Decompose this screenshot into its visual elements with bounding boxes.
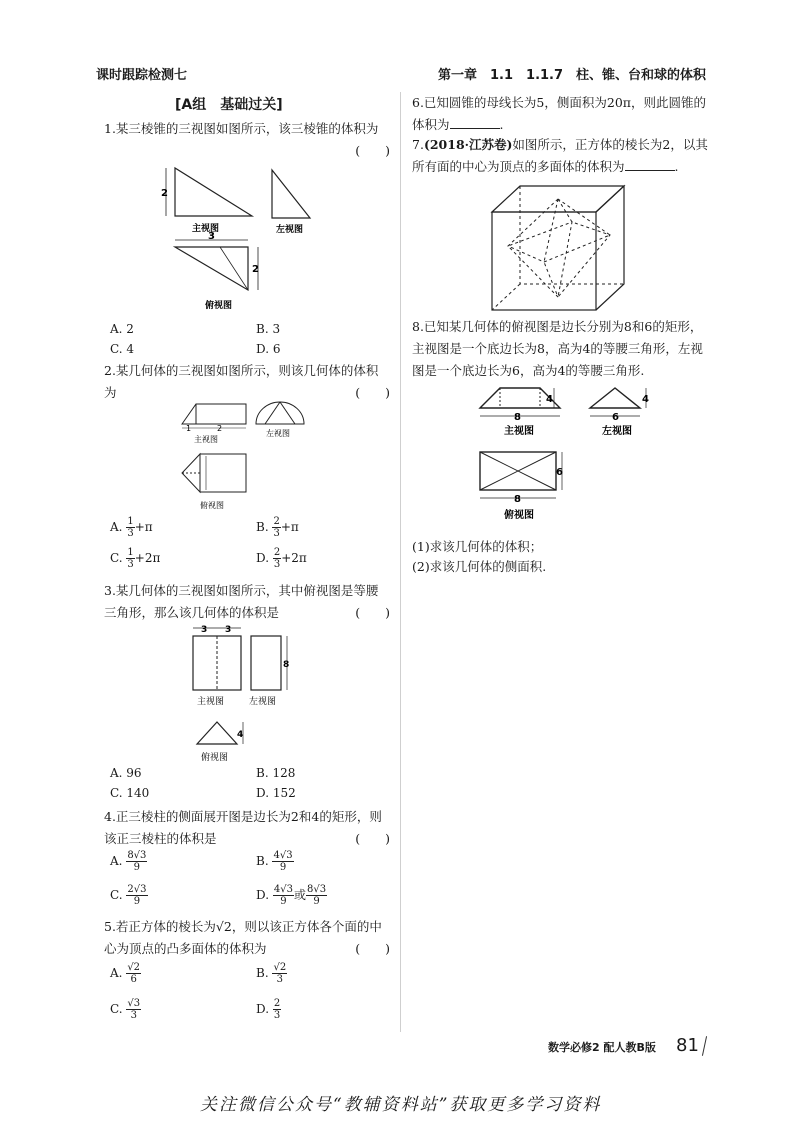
q5-option-b: B. $\frac{√2}{3}$: [256, 962, 287, 985]
answer-paren: ( ): [355, 831, 390, 846]
q3-option-c: C. 140: [110, 786, 150, 800]
q1-label-width: 3: [208, 231, 215, 242]
q8-sub-2: (2)求该几何体的侧面积.: [412, 559, 547, 574]
q1-caption-top: 俯视图: [205, 301, 233, 311]
question-3-text: 3.某几何体的三视图如图所示，其中俯视图是等腰三角形，那么该几何体的体积是: [104, 583, 379, 620]
q4-option-a: A. $\frac{8√3}{9}$: [110, 850, 147, 873]
q8-label-side-h: 4: [642, 394, 649, 405]
q2-label-1: 1: [186, 424, 192, 433]
q4-option-c: C. $\frac{2√3}{9}$: [110, 884, 147, 907]
q5-option-a: A. $\frac{√2}{6}$: [110, 962, 141, 985]
q2-caption-top: 俯视图: [200, 501, 224, 510]
page-number: 81: [676, 1035, 699, 1056]
q3-option-a: A. 96: [110, 766, 142, 780]
answer-paren: ( ): [355, 143, 390, 158]
answer-blank[interactable]: [450, 128, 500, 129]
q3-label-b: 3: [225, 625, 232, 635]
q1-caption-side: 左视图: [276, 225, 304, 235]
q5-option-c: C. $\frac{√3}{3}$: [110, 998, 141, 1021]
q1-option-c: C. 4: [110, 342, 135, 356]
answer-paren: ( ): [355, 605, 390, 620]
question-6-text: 6.已知圆锥的母线长为5，侧面积为20π，则此圆锥的体积为: [412, 95, 707, 132]
q3-label-a: 3: [201, 625, 208, 635]
header-right: 第一章 1.1 1.1.7 柱、锥、台和球的体积: [438, 68, 707, 83]
q1-figure: [150, 160, 280, 320]
q3-option-b: B. 128: [256, 766, 296, 780]
q7-cube-figure: [486, 182, 634, 314]
q8-label-top-w: 8: [514, 494, 521, 505]
question-1: [104, 118, 390, 158]
q8-label-side-w: 6: [612, 412, 619, 423]
question-7-source: (2018·江苏卷): [423, 137, 513, 152]
q5-option-d: D. $\frac{2}{3}$: [256, 998, 281, 1021]
question-8: [412, 316, 712, 382]
question-1-text: 1.某三棱锥的三视图如图所示，该三棱锥的体积为: [104, 121, 379, 136]
q3-option-d: D. 152: [256, 786, 296, 800]
q3-caption-side: 左视图: [249, 697, 277, 707]
question-5-text: 5.若正方体的棱长为√2，则以该正方体各个面的中心为顶点的凸多面体的体积为: [104, 919, 382, 956]
q4-option-b: B. $\frac{4√3}{9}$: [256, 850, 293, 873]
q2-caption-side: 左视图: [266, 429, 290, 438]
question-8-text: 8.已知某几何体的俯视图是边长分别为8和6的矩形，主视图是一个底边长为8，高为4的等腰三角形，左视图是一个底边长为6，高为4的等腰三角形.: [412, 319, 703, 378]
q2-option-b: B. $\frac{2}{3}$ +π: [256, 516, 299, 539]
question-4-text: 4.正三棱柱的侧面展开图是边长为2和4的矩形，则该正三棱柱的体积是: [104, 809, 382, 846]
q8-sub-1: (1)求该几何体的体积；: [412, 539, 543, 554]
q2-label-2: 2: [217, 424, 223, 433]
page-slash: [702, 1036, 707, 1056]
q1-caption-front: 主视图: [192, 224, 220, 234]
q1-label-depth: 2: [252, 264, 259, 275]
q1-option-b: B. 3: [256, 322, 281, 336]
q2-option-d: D. $\frac{2}{3}$ +2π: [256, 547, 307, 570]
column-divider: [400, 92, 401, 1032]
handwritten-note: 关注微信公众号“教辅资料站”获取更多学习资料: [200, 1095, 602, 1115]
q1-top-view: [175, 247, 248, 290]
question-6: 6.已知圆锥的母线长为5，侧面积为20π，则此圆锥的体积为 .: [412, 95, 707, 132]
q1-front-view: [175, 168, 252, 216]
group-title: [A组 基础过关]: [175, 97, 283, 113]
q8-label-front-h: 4: [546, 394, 553, 405]
q1-side-view: [268, 166, 318, 236]
answer-paren: ( ): [355, 941, 390, 956]
q3-caption-front: 主视图: [197, 697, 225, 707]
q2-figure: [170, 396, 320, 516]
q3-label-tri: 4: [237, 730, 244, 740]
header-left: 课时跟踪检测七: [96, 68, 188, 83]
answer-paren: ( ): [355, 385, 390, 400]
q8-label-top-h: 6: [556, 467, 563, 478]
question-3: [104, 580, 390, 624]
question-2-text: 2.某几何体的三视图如图所示，则该几何体的体积为: [104, 363, 379, 400]
q2-option-a: A. $\frac{1}{3}$ +π: [110, 516, 153, 539]
question-5: [104, 916, 390, 960]
q3-label-height: 8: [283, 660, 290, 670]
q8-label-front-w: 8: [514, 412, 521, 423]
q1-option-d: D. 6: [256, 342, 281, 356]
q1-label-height: 2: [161, 188, 168, 199]
q8-caption-top: 俯视图: [504, 510, 534, 521]
answer-blank[interactable]: [625, 170, 675, 171]
q4-option-d: D. $\frac{4√3}{9}$ 或 $\frac{8√3}{9}$: [256, 884, 327, 907]
footer-book: 数学必修2 配人教B版: [548, 1041, 656, 1054]
q3-figure: [185, 622, 315, 767]
q1-option-a: A. 2: [110, 322, 134, 336]
q8-caption-front: 主视图: [504, 426, 534, 437]
q3-caption-top: 俯视图: [201, 753, 229, 763]
q2-option-c: C. $\frac{1}{3}$ +2π: [110, 547, 161, 570]
question-7: 7.(2018·江苏卷)如图所示，正方体的棱长为2，以其所有面的中心为顶点的多面体的体积为 .: [412, 137, 708, 174]
question-4: [104, 806, 390, 850]
q2-caption-front: 主视图: [194, 435, 218, 444]
question-7-text: 如图所示，正方体的棱长为2，以其所有面的中心为顶点的多面体的体积为: [412, 137, 708, 174]
q8-caption-side: 左视图: [602, 426, 632, 437]
q8-figure: [470, 380, 670, 530]
